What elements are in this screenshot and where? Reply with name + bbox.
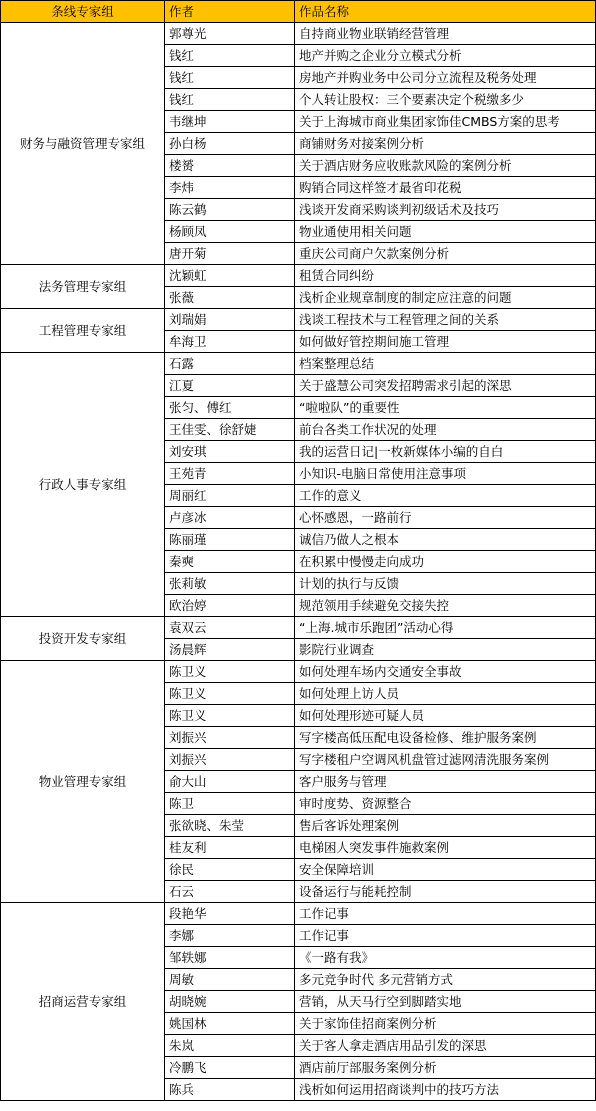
work-title-cell: 计划的执行与反馈 bbox=[295, 573, 596, 595]
work-title-cell: 关于酒店财务应收账款风险的案例分析 bbox=[295, 155, 596, 177]
table-row bbox=[1, 23, 596, 45]
work-title-cell: 审时度势、资源整合 bbox=[295, 793, 596, 815]
author-cell: 冷鹏飞 bbox=[165, 1057, 295, 1079]
author-cell: 陈卫义 bbox=[165, 705, 295, 727]
author-cell: 孙白杨 bbox=[165, 133, 295, 155]
author-cell: 周敏 bbox=[165, 969, 295, 991]
author-cell: 李娜 bbox=[165, 925, 295, 947]
table-row bbox=[1, 661, 596, 683]
author-cell: 楼赟 bbox=[165, 155, 295, 177]
work-title-cell: 客户服务与管理 bbox=[295, 771, 596, 793]
table-row bbox=[1, 617, 596, 639]
author-cell: 王苑青 bbox=[165, 463, 295, 485]
author-cell: 王佳雯、徐舒婕 bbox=[165, 419, 295, 441]
work-title-cell: 小知识-电脑日常使用注意事项 bbox=[295, 463, 596, 485]
author-cell: 石云 bbox=[165, 881, 295, 903]
author-cell: 袁双云 bbox=[165, 617, 295, 639]
work-title-cell: 重庆公司商户欠款案例分析 bbox=[295, 243, 596, 265]
header-author: 作者 bbox=[165, 1, 295, 23]
work-title-cell: 售后客诉处理案例 bbox=[295, 815, 596, 837]
work-title-cell: 租赁合同纠纷 bbox=[295, 265, 596, 287]
table-row bbox=[1, 265, 596, 287]
author-cell: 欧治婷 bbox=[165, 595, 295, 617]
author-cell: 陈云鹤 bbox=[165, 199, 295, 221]
table-row bbox=[1, 309, 596, 331]
work-title-cell: 工作记事 bbox=[295, 903, 596, 925]
group-name-cell: 行政人事专家组 bbox=[1, 353, 165, 617]
header-group: 条线专家组 bbox=[1, 1, 165, 23]
work-title-cell: 个人转让股权：三个要素决定个税缴多少 bbox=[295, 89, 596, 111]
work-title-cell: 工作的意义 bbox=[295, 485, 596, 507]
author-cell: 胡晓婉 bbox=[165, 991, 295, 1013]
work-title-cell: 如何处理形迹可疑人员 bbox=[295, 705, 596, 727]
author-cell: 刘振兴 bbox=[165, 727, 295, 749]
work-title-cell: 我的运营日记|一枚新媒体小编的自白 bbox=[295, 441, 596, 463]
author-cell: 桂友利 bbox=[165, 837, 295, 859]
work-title-cell: 写字楼租户空调风机盘管过滤网清洗服务案例 bbox=[295, 749, 596, 771]
author-cell: 张薇 bbox=[165, 287, 295, 309]
work-title-cell: 浅谈开发商采购谈判初级话术及技巧 bbox=[295, 199, 596, 221]
author-cell: 秦奭 bbox=[165, 551, 295, 573]
group-name-cell: 投资开发专家组 bbox=[1, 617, 165, 661]
author-cell: 邹轶娜 bbox=[165, 947, 295, 969]
author-cell: 石露 bbox=[165, 353, 295, 375]
work-title-cell: 关于家饰佳招商案例分析 bbox=[295, 1013, 596, 1035]
work-title-cell: 工作记事 bbox=[295, 925, 596, 947]
work-title-cell: 在积累中慢慢走向成功 bbox=[295, 551, 596, 573]
group-name-cell: 物业管理专家组 bbox=[1, 661, 165, 903]
author-cell: 陈卫义 bbox=[165, 661, 295, 683]
author-cell: 唐开菊 bbox=[165, 243, 295, 265]
author-cell: 徐民 bbox=[165, 859, 295, 881]
author-cell: 陈丽瑾 bbox=[165, 529, 295, 551]
author-cell: 汤晨辉 bbox=[165, 639, 295, 661]
work-title-cell: 营销，从天马行空到脚踏实地 bbox=[295, 991, 596, 1013]
work-title-cell: 写字楼高低压配电设备检修、维护服务案例 bbox=[295, 727, 596, 749]
group-name-cell: 财务与融资管理专家组 bbox=[1, 23, 165, 265]
author-cell: 卢彦冰 bbox=[165, 507, 295, 529]
work-title-cell: 安全保障培训 bbox=[295, 859, 596, 881]
work-title-cell: 如何做好管控期间施工管理 bbox=[295, 331, 596, 353]
author-cell: 姚国林 bbox=[165, 1013, 295, 1035]
header-title: 作品名称 bbox=[295, 1, 596, 23]
author-cell: 段艳华 bbox=[165, 903, 295, 925]
work-title-cell: 关于上海城市商业集团家饰佳CMBS方案的思考 bbox=[295, 111, 596, 133]
author-cell: 李炜 bbox=[165, 177, 295, 199]
author-cell: 俞大山 bbox=[165, 771, 295, 793]
author-cell: 江夏 bbox=[165, 375, 295, 397]
work-title-cell: 关于客人拿走酒店用品引发的深思 bbox=[295, 1035, 596, 1057]
author-cell: 陈卫 bbox=[165, 793, 295, 815]
author-cell: 陈卫义 bbox=[165, 683, 295, 705]
group-name-cell: 法务管理专家组 bbox=[1, 265, 165, 309]
author-cell: 张莉敏 bbox=[165, 573, 295, 595]
author-cell: 朱岚 bbox=[165, 1035, 295, 1057]
header-row bbox=[1, 1, 596, 23]
work-title-cell: “啦啦队”的重要性 bbox=[295, 397, 596, 419]
author-cell: 张匀、傅红 bbox=[165, 397, 295, 419]
work-title-cell: 规范领用手续避免交接失控 bbox=[295, 595, 596, 617]
work-title-cell: 影院行业调查 bbox=[295, 639, 596, 661]
author-cell: 钱红 bbox=[165, 45, 295, 67]
author-cell: 韦继坤 bbox=[165, 111, 295, 133]
author-cell: 刘振兴 bbox=[165, 749, 295, 771]
work-title-cell: 酒店前厅部服务案例分析 bbox=[295, 1057, 596, 1079]
work-title-cell: 《一路有我》 bbox=[295, 947, 596, 969]
group-name-cell: 招商运营专家组 bbox=[1, 903, 165, 1101]
group-name-cell: 工程管理专家组 bbox=[1, 309, 165, 353]
author-cell: 牟海卫 bbox=[165, 331, 295, 353]
author-cell: 钱红 bbox=[165, 89, 295, 111]
author-cell: 陈兵 bbox=[165, 1079, 295, 1101]
work-title-cell: 物业通使用相关问题 bbox=[295, 221, 596, 243]
author-cell: 杨顾凤 bbox=[165, 221, 295, 243]
work-title-cell: 电梯困人突发事件施救案例 bbox=[295, 837, 596, 859]
author-cell: 刘安琪 bbox=[165, 441, 295, 463]
work-title-cell: 购销合同这样签才最省印花税 bbox=[295, 177, 596, 199]
work-title-cell: 如何处理上访人员 bbox=[295, 683, 596, 705]
work-title-cell: 自持商业物业联销经营管理 bbox=[295, 23, 596, 45]
work-title-cell: 房地产并购业务中公司分立流程及税务处理 bbox=[295, 67, 596, 89]
table-row bbox=[1, 353, 596, 375]
work-title-cell: 关于盛慧公司突发招聘需求引起的深思 bbox=[295, 375, 596, 397]
author-cell: 刘瑞娟 bbox=[165, 309, 295, 331]
work-title-cell: 前台各类工作状况的处理 bbox=[295, 419, 596, 441]
work-title-cell: 设备运行与能耗控制 bbox=[295, 881, 596, 903]
work-title-cell: 浅析如何运用招商谈判中的技巧方法 bbox=[295, 1079, 596, 1101]
author-cell: 周丽红 bbox=[165, 485, 295, 507]
work-title-cell: 商铺财务对接案例分析 bbox=[295, 133, 596, 155]
author-cell: 沈颖虹 bbox=[165, 265, 295, 287]
work-title-cell: 浅析企业规章制度的制定应注意的问题 bbox=[295, 287, 596, 309]
work-title-cell: 心怀感恩，一路前行 bbox=[295, 507, 596, 529]
work-title-cell: 如何处理车场内交通安全事故 bbox=[295, 661, 596, 683]
work-title-cell: 浅谈工程技术与工程管理之间的关系 bbox=[295, 309, 596, 331]
author-cell: 郭尊光 bbox=[165, 23, 295, 45]
author-cell: 张欲晓、朱莹 bbox=[165, 815, 295, 837]
work-title-cell: 诚信乃做人之根本 bbox=[295, 529, 596, 551]
work-title-cell: 地产并购之企业分立模式分析 bbox=[295, 45, 596, 67]
author-cell: 钱红 bbox=[165, 67, 295, 89]
work-title-cell: 多元竞争时代 多元营销方式 bbox=[295, 969, 596, 991]
table-row bbox=[1, 903, 596, 925]
work-title-cell: 档案整理总结 bbox=[295, 353, 596, 375]
work-title-cell: “上海.城市乐跑团”活动心得 bbox=[295, 617, 596, 639]
